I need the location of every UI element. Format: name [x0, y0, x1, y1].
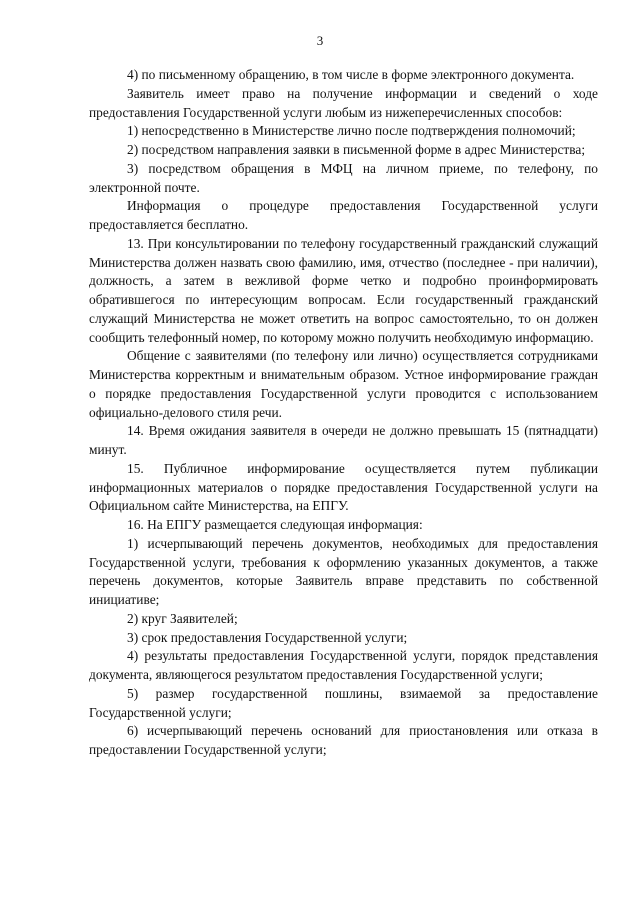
list-item-fee: 5) размер государственной пошлины, взимаемой за предоставление Государственной услуги;: [89, 685, 598, 720]
list-item-term: 3) срок предоставления Государственной услуги;: [127, 629, 408, 645]
list-item-applicants: 2) круг Заявителей;: [127, 610, 238, 626]
paragraph-applicant-rights: Заявитель имеет право на получение информации и сведений о ходе предоставления Государственной услуги любым из нижеперечисленных способов:: [89, 85, 598, 120]
document-body: [89, 66, 598, 760]
paragraph-free-info: Информация о процедуре предоставления Государственной услуги предоставляется бесплатно.: [89, 198, 598, 232]
paragraph-communication-style: Общение с заявителями (по телефону или лично) осуществляется сотрудниками Министерства корректным и внимательным образом. Устное информирование граждан о порядке предоставления Государственной услуги проводится с использованием официально-делового стиля речи.: [89, 348, 598, 420]
paragraph-16-epgu-heading: 16. На ЕПГУ размещается следующая информация:: [127, 517, 423, 532]
list-item-results: 4) результаты предоставления Государственной услуги, порядок представления документа, являющегося результатом предоставления Государственной услуги;: [89, 648, 598, 682]
list-item-mfc: 3) посредством обращения в МФЦ на личном приеме, по телефону, по электронной почте.: [89, 160, 598, 195]
paragraph-13-phone-consulting: 13. При консультировании по телефону государственный гражданский служащий Министерства должен назвать свою фамилию, имя, отчество (последнее - при наличии), должность, а затем в вежливой форме четко и подробно проинформировать обратившегося по интересующим вопросам. Если государственный гражданский служащий Министерства не может ответить на вопрос самостоятельно, то он должен сообщить телефонный номер, по которому можно получить необходимую информацию.: [89, 235, 598, 345]
paragraph-14-waiting-time: 14. Время ожидания заявителя в очереди не должно превышать 15 (пятнадцати) минут.: [89, 423, 598, 457]
list-item-written-application: 2) посредством направления заявки в письменной форме в адрес Министерства;: [127, 142, 586, 157]
list-item-refusal-grounds: 6) исчерпывающий перечень оснований для приостановления или отказа в предоставлении Государственной услуги;: [89, 723, 598, 757]
list-item-in-person: 1) непосредственно в Министерстве лично после подтверждения полномочий;: [127, 123, 576, 139]
paragraph-written-request: 4) по письменному обращению, в том числе в форме электронного документа.: [127, 67, 575, 82]
paragraph-15-public-info: 15. Публичное информирование осуществляется путем публикации информационных материалов о порядке предоставления Государственной услуги на Официальном сайте Министерства, на ЕПГУ.: [89, 460, 598, 514]
page-number: 3: [316, 33, 324, 48]
list-item-documents: 1) исчерпывающий перечень документов, необходимых для предоставления Государственной услуги, требования к оформлению указанных документов, а также перечень документов, которые Заявитель вправе представить по собственной инициативе;: [89, 535, 598, 607]
